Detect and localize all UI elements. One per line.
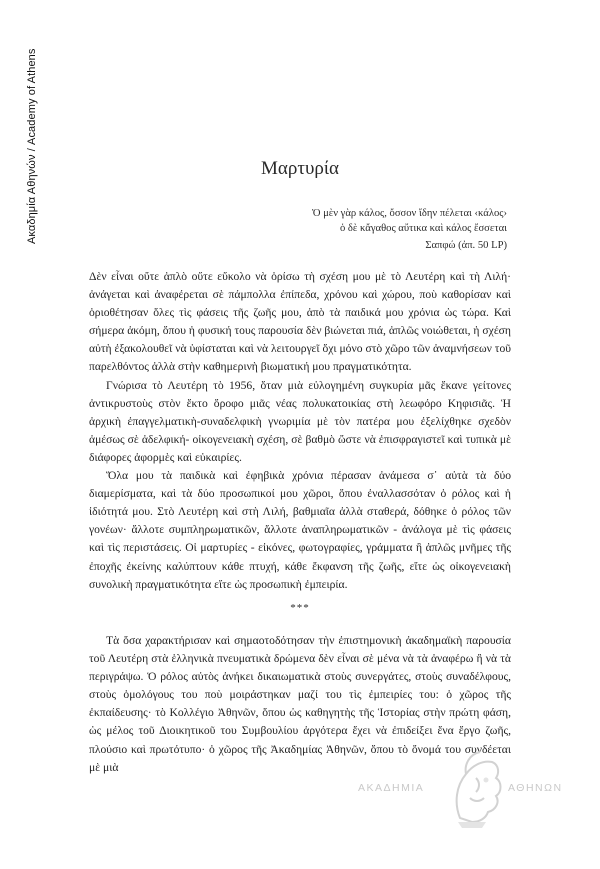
section-separator: *** bbox=[290, 602, 310, 614]
watermark-text-left: ΑΚΑΔΗΜΙΑ bbox=[358, 782, 425, 794]
paragraph: Γνώρισα τὸ Λευτέρη τὸ 1956, ὅταν μιὰ εὐλογημένη συγκυρία μᾶς ἔκανε γείτονες ἀντικρυστοὺς στὸν ἕκτο ὄροφο μιᾶς νέας πολυκατοικίας στὴ λεωφόρο Κηφισιᾶς. Ἡ ἀρχικὴ ἐπαγγελματικὴ-συναδελφικὴ γνωριμία μὲ τὸν πατέρα μου ἐξελίχθηκε σχεδὸν ἀμέσως σὲ ἀδελφική- οἰκογενειακὴ σχέση, σὲ βαθμὸ ὥστε νὰ ἐπισφραγιστεῖ καὶ τυπικὰ μὲ διάφορες ἀφορμὲς καὶ εὐκαιρίες. bbox=[89, 378, 511, 464]
academy-watermark bbox=[358, 748, 563, 848]
paragraph: Δὲν εἶναι οὔτε ἁπλὸ οὔτε εὔκολο νὰ ὁρίσω τὴ σχέση μου μὲ τὸ Λευτέρη καὶ τὴ Λιλή· ἀνάγεται καὶ ἀναφέρεται σὲ πάμπολλα ἐπίπεδα, χρόνου καὶ χώρου, ποὺ καθορίσαν καὶ ὁριοθέτησαν ὅλες τὶς φάσεις τῆς ζωῆς μου, ἀπὸ τὰ παιδικά μου χρόνια ὡς τώρα. Καὶ σήμερα ἀκόμη, ὅπου ἡ φυσική τους παρουσία δὲν βιώνεται πιά, ἁπλῶς νοιώθεται, ἡ σχέση αὐτὴ ἐξακολουθεῖ νὰ ὑφίσταται καὶ νὰ λειτουργεῖ ὄχι μόνο στὸ χῶρο τῶν ἀναμνήσεων τοῦ παρελθόντος ἀλλὰ στὴν καθημερινὴ βιωματική μου πραγματικότητα. bbox=[89, 270, 511, 374]
paragraph: Τὰ ὅσα χαρακτήρισαν καὶ σημαοτοδότησαν τὴν ἐπιστημονικὴ ἀκαδημαϊκὴ παρουσία τοῦ Λευτέρη στὰ ἑλληνικὰ πνευματικὰ δρώμενα δὲν εἶναι σὲ μένα νὰ τὰ ἀναφέρω ἢ νὰ τὰ περιγράψω. Ὁ ρόλος αὐτὸς ἀνήκει δικαιωματικὰ στοὺς συνεργάτες, στοὺς συναδέλφους, στοὺς ὁμολόγους του ποὺ μοιράστηκαν μαζί του τὶς ἐμπειρίες του: ὁ χῶρος τῆς ἐκπαίδευσης· τὸ Κολλέγιο Ἀθηνῶν, ὅπου ὡς καθηγητὴς τῆς Ἱστορίας στὴν πρώτη φάση, ὡς μέλος τοῦ Διοικητικοῦ του Συμβουλίου ἀργότερα ἔχει νὰ ἐπιδείξει ἕνα ἔργο ζωῆς, πλούσιο καὶ πρωτότυπο· ὁ χῶρος τῆς Ἀκαδημίας Ἀθηνῶν, ὅπου τὸ ὄνομά του συνδέεται μὲ μιὰ bbox=[89, 634, 511, 774]
epigraph-line: Ὁ μὲν γὰρ κάλος, ὄσσον ἴδην πέλεται ‹κάλος› bbox=[312, 208, 507, 219]
epigraph-line: ὁ δὲ κἄγαθος αὔτικα καὶ κάλος ἔσσεται bbox=[339, 223, 507, 234]
epigraph bbox=[312, 206, 507, 253]
side-margin-label: Ακαδημία Αθηνών / Academy of Athens bbox=[26, 48, 38, 244]
athena-head-emblem-icon bbox=[446, 748, 508, 828]
body-section-1 bbox=[89, 268, 511, 594]
paragraph: Ὅλα μου τὰ παιδικὰ καὶ ἐφηβικὰ χρόνια πέρασαν ἀνάμεσα σ᾽ αὐτὰ τὰ δύο διαμερίσματα, καὶ τὰ δύο προσωπικοί μου χῶροι, ὅπου ἐναλλασσόταν ὁ ρόλος καὶ ἡ ἰδιότητά μου. Στὸ Λευτέρη καὶ στὴ Λιλή, βαθμιαῖα ἀλλὰ σταθερά, δόθηκε ὁ ρόλος τῶν γονέων· ἄλλοτε συμπληρωματικῶν, ἄλλοτε ἀναπληρωματικῶν - ἀνάλογα μὲ τὶς φάσεις καὶ τὶς περιστάσεις. Οἱ μαρτυρίες - εἰκόνες, φωτογραφίες, γράμματα ἢ ἁπλῶς μνῆμες τῆς ἐποχῆς ἐκείνης καλύπτουν κάθε πτυχή, κάθε ἔκφανση τῆς ζωῆς, εἴτε ὡς οἰκογενειακὴ συνολικὴ πραγματικότητα εἴτε ὡς προσωπικὴ ἐμπειρία. bbox=[89, 469, 511, 591]
watermark-text-right: ΑΘΗΝΩΝ bbox=[508, 782, 563, 794]
epigraph-source: Σαπφώ (ἀπ. 50 LP) bbox=[425, 240, 507, 251]
page-title: Μαρτυρία bbox=[261, 158, 339, 179]
